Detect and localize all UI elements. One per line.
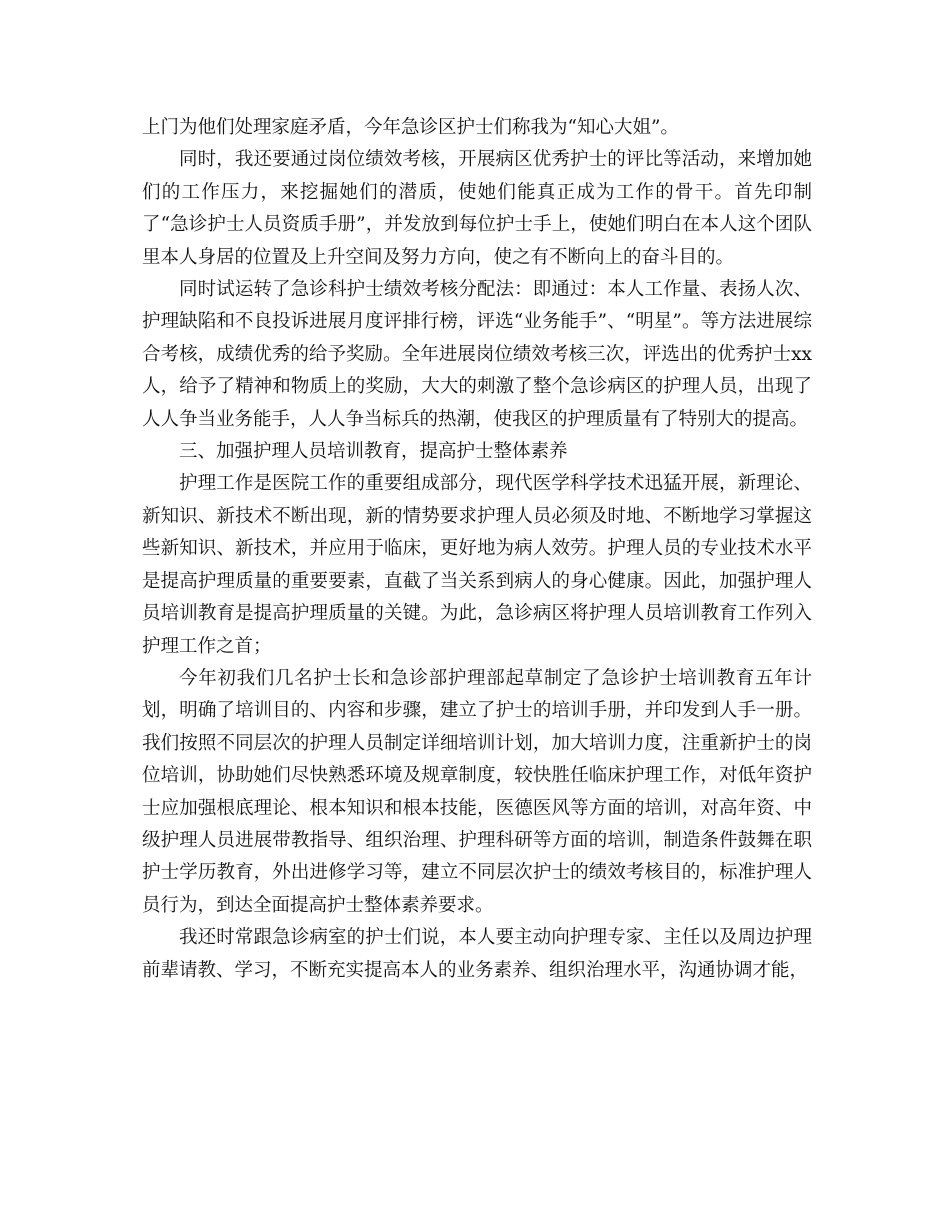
document-body [142,112,812,987]
paragraph-performance-review: 同时，我还要通过岗位绩效考核，开展病区优秀护士的评比等活动，来增加她们的工作压力，来挖掘她们的潜质，使她们能真正成为工作的骨干。首先印制了“急诊护士人员资质手册”，并发放到每位护士手上，使她们明白在本人这个团队里本人身居的位置及上升空间及努力方向，使之有不断向上的奋斗目的。 [142,149,812,268]
paragraph-training-importance: 护理工作是医院工作的重要组成部分，现代医学科学技术迅猛开展，新理论、新知识、新技术不断出现，新的情势要求护理人员必须及时地、不断地学习掌握这些新知识、新技术，并应用于临床，更好地为病人效劳。护理人员的专业技术水平是提高护理质量的重要要素，直截了当关系到病人的身心健康。因此，加强护理人员培训教育是提高护理质量的关键。为此，急诊病区将护理人员培训教育工作列入护理工作之首； [142,473,812,657]
paragraph-performance-allocation: 同时试运转了急诊科护士绩效考核分配法：即通过：本人工作量、表扬人次、护理缺陷和不良投诉进展月度评排行榜，评选“业务能手”、“明星”。等方法进展综合考核，成绩优秀的给予奖励。全年进展岗位绩效考核三次，评选出的优秀护士xx人，给予了精神和物质上的奖励，大大的刺激了整个急诊病区的护理人员，出现了人人争当业务能手，人人争当标兵的热潮，使我区的护理质量有了特别大的提高。 [142,279,812,430]
section-heading-training: 三、加强护理人员培训教育，提高护士整体素养 [179,441,568,463]
paragraph-self-improvement: 我还时常跟急诊病室的护士们说，本人要主动向护理专家、主任以及周边护理前辈请教、学习，不断充实提高本人的业务素养、组织治理水平，沟通协调才能， [142,927,812,981]
paragraph-continuation: 上门为他们处理家庭矛盾，今年急诊区护士们称我为“知心大姐”。 [142,117,679,138]
paragraph-training-plan: 今年初我们几名护士长和急诊部护理部起草制定了急诊护士培训教育五年计划，明确了培训目的、内容和步骤，建立了护士的培训手册，并印发到人手一册。我们按照不同层次的护理人员制定详细培训计划，加大培训力度，注重新护士的岗位培训，协助她们尽快熟悉环境及规章制度，较快胜任临床护理工作，对低年资护士应加强根底理论、根本知识和根本技能，医德医风等方面的培训，对高年资、中级护理人员进展带教指导、组织治理、护理科研等方面的培训，制造条件鼓舞在职护士学历教育，外出进修学习等，建立不同层次护士的绩效考核目的，标准护理人员行为，到达全面提高护士整体素养要求。 [142,667,812,916]
